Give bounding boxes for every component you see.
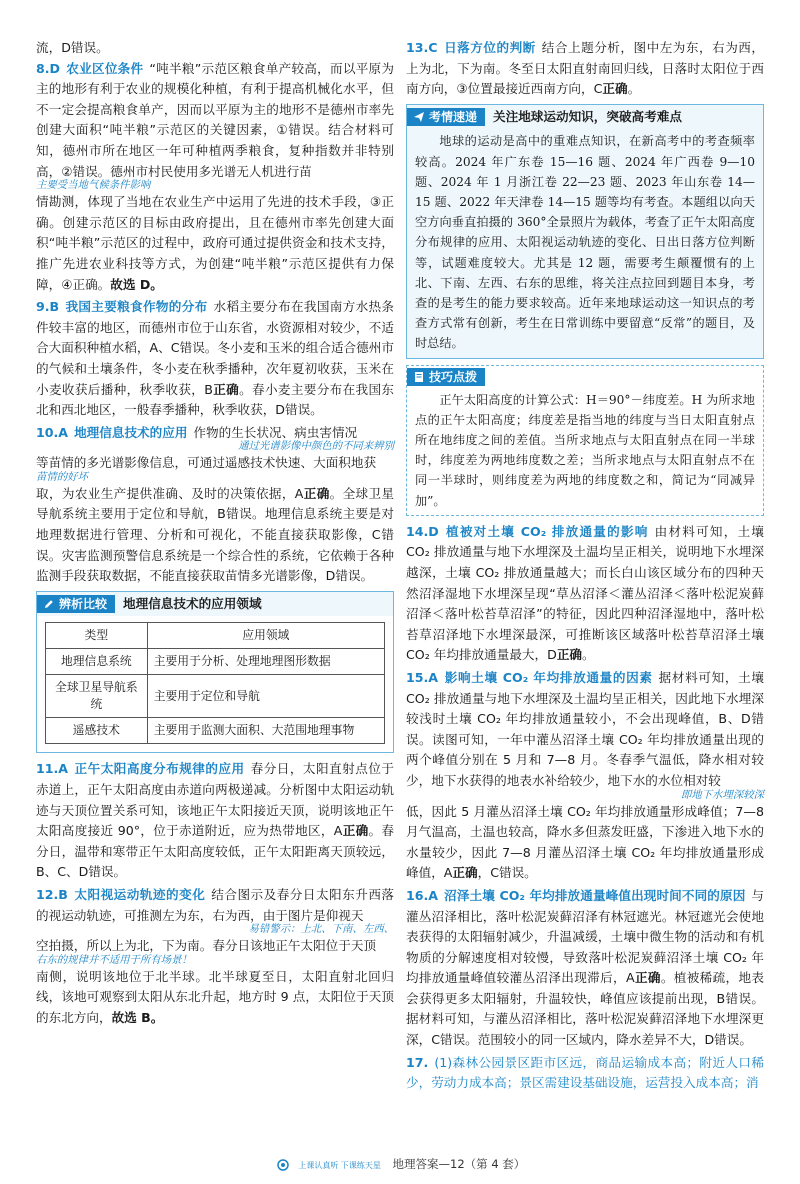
answer-9-number: 9.B xyxy=(36,299,60,315)
answer-15-number: 15.A xyxy=(406,669,439,685)
table-header-field: 应用领域 xyxy=(147,623,384,649)
tip-text: 正午太阳高度的计算公式：H＝90°－纬度差。H 为所求地点的正午太阳高度；纬度差是指当地的纬度与当日太阳直射点所在地纬度之间的差值。当所求地点与太阳直射点在同一半球时，纬度差为两地纬度数之差；当所求地点与太阳直射点不在同一半球时，则纬度差为两地的纬度数之和，简记为“同减异加”。 xyxy=(415,392,755,508)
answer-11-topic: 正午太阳高度分布规律的应用 xyxy=(74,761,245,777)
exam-box xyxy=(406,104,764,359)
prev-answer-tail: 流，D错误。 xyxy=(36,40,109,55)
table-row: 地理信息系统 主要用于分析、处理地理图形数据 xyxy=(46,649,385,675)
answer-17-text: (1)森林公园景区距市区远，商品运输成本高；附近人口稀少，劳动力成本高；景区需建设基础设施，运营投入成本高；消 xyxy=(406,1054,764,1091)
answer-9-topic: 我国主要粮食作物的分布 xyxy=(65,299,208,315)
answer-15: 15.A 影响土壤 CO₂ 年均排放通量的因素 据材料可知，土壤 CO₂ 排放通量与地下水埋深及土温均呈正相关，因此地下水埋深较浅时土壤 CO₂ 年均排放通量较小，不会出现峰值，B、D错误。读图可知，一年中灌丛沼泽土壤 CO₂ 年均排放通量出现的两个峰值分别在 5 月和 7—8 月。冬春季气温低，降水相对较少，地下水获得的地表水补给较少，地下水的水位相对较 xyxy=(406,669,765,788)
answer-10: 10.A 地理信息技术的应用 作物的生长状况、病虫害情况 xyxy=(36,424,358,440)
answer-16: 16.A 沼泽土壤 CO₂ 年均排放通量峰值出现时间不同的原因 与灌丛沼泽相比，落叶松泥炭藓沼泽有林冠遮光。林冠遮光会使地表获得的太阳辐射减少，升温减缓，土壤中微生物的活动和有机物质的分解速度相对较慢，导致落叶松泥炭藓沼泽土壤 CO₂ 年均排放通量峰值较灌丛沼泽出现滞后，A正确。植被稀疏，地表会获得更多太阳辐射，升温较快，峰值应该提前出现，B错误。据材料可知，与灌丛沼泽相比，落叶松泥炭藓沼泽地下水埋深更深，C错误。范围较小的同一区域内，降水差异不大，D错误。 xyxy=(406,887,765,1048)
footer-page-label: 地理答案—12（第 4 套） xyxy=(392,1157,526,1171)
answer-8-topic: 农业区位条件 xyxy=(66,60,144,76)
exam-text: 地球的运动是高中的重难点知识，在新高考中的考查频率较高。2024 年广东卷 15—16 题、2024 年广西卷 9—10 题、2024 年 1 月浙江卷 22—23 题、2023 年山东卷 14—15 题、2022 年天津卷 14—15 题等均有考查。本题组以向天空方向垂直拍摄的 360°全景照片为载体，考查了正午太阳高度分布规律的应用、太阳视运动轨迹的变化、日出日落方位判断等，试题难度较大。尤其是 12 题，需要考生颠覆惯有的上北、下南、左西、右东的思维，将关注点拉回到题目本身，考查的是考生的能力要求较高。近年来地球运动这一知识点的考查方式常有创新，考生在日常训练中要留意“反常”的题目，及时总结。 xyxy=(415,134,755,351)
answer-12: 12.B 太阳视运动轨迹的变化 结合图示及春分日太阳东升西落的视运动轨迹，可推测左为东，右为西，由于图片是仰视天 xyxy=(36,887,395,923)
answer-11-number: 11.A xyxy=(36,761,69,777)
table-row: 遥感技术 主要用于监测大面积、大范围地理事物 xyxy=(46,718,385,744)
answer-13: 13.C 日落方位的判断 结合上题分析，图中左为东，右为西，上为北，下为南。冬至日太阳直射南回归线，日落时太阳位于西南方向，③位置最接近西南方向，C正确。 xyxy=(406,40,764,97)
table-row: 全球卫星导航系统 主要用于定位和导航 xyxy=(46,675,385,718)
answer-10-number: 10.A xyxy=(36,424,69,440)
answer-12-number: 12.B xyxy=(36,887,68,902)
annotation-15: 即地下水埋深较深 xyxy=(680,788,764,801)
answer-16-number: 16.A xyxy=(406,887,439,903)
answer-8-number: 8.D xyxy=(36,60,61,76)
right-column: 13.C 日落方位的判断 结合上题分析，图中左为东，右为西，上为北，下为南。冬至日太阳直射南回归线，日落时太阳位于西南方向，③位置最接近西南方向，C正确。 考情速递 关注地球运动知识，突破高考难点 地球的运动是高中的重难点知识，在新高考中的考查频率较高。2024 年广东卷 15—16 题、2024 年广西卷 9—10 题、2024 年 1 月浙江卷 22—23 题、2023 年山东卷 14—15 题、2022 年天津卷 14—15 题等均有考查。本题组以向天空方向垂直拍摄的 360°全景照片为载体，考查了正午太阳高度分布规律的应用、太阳视运动轨迹的变化、日出日落方位判断等，试题难度较大。尤其是 12 题，需要考生颠覆惯有的上北、下南、左西、右东的思维，将关注点拉回到题目本身，考查的是考生的能力要求较高。近年来地球运动这一知识点的考查方式常有创新，考生在日常训练中要留意“反常”的题目，及时总结。 技巧点拨 正午太阳高度的计算公式：H＝90°－纬度差。H 为所求地点的正午太阳高度；纬度差是指当地的纬度与当日太阳直射点所在地纬度之间的差值。当所求地点与太阳直射点在同一半球时，纬度差为两地纬度数之差；当所求地点与太阳直射点不在同一半球时，则纬度差为两地的纬度数之和，简记为“同减异加”。 14.D 植被对土壤 CO₂ 排放通量的影响 由材料可知，土壤 CO₂ 排放通量与地下水埋深及土温均呈正相关，说明地下水埋深越深，土壤 CO₂ 排放通量越大；而长白山该区域分布的四种天然沼泽湿地下水埋深呈现“草丛沼泽＜灌丛沼泽＜落叶松泥炭藓沼泽＜落叶松苔草沼泽”的特征，因此四种沼泽湿地中，落叶松苔草沼泽地下水埋深最深，可推断该区域落叶松苔草沼泽土壤 CO₂ 年均排放通量最大，D正确。 15.A 影响土壤 CO₂ 年均排放通量的因素 据材料可知，土壤 CO₂ 排放通量与地下水埋深及土温均呈正相关，因此地下水埋深较浅时土壤 CO₂ 年均排放通量较小，不会出现峰值，B、D错误。读图可知，一年中灌丛沼泽土壤 CO₂ 年均排放通量出现的两个峰值分别在 5 月和 7—8 月。冬春季气温低，降水相对较少，地下水获得的地表水补给较少，地下水的水位相对较 即地下水埋深较深 低，因此 5 月灌丛沼泽土壤 CO₂ 年均排放通量形成峰值；7—8 月气温高，土温也较高，降水多但蒸发旺盛，下渗进入地下水的水量较少，因此 7—8 月灌丛沼泽土壤 CO₂ 年均排放通量形成峰值，A正确，C错误。 16.A 沼泽土壤 CO₂ 年均排放通量峰值出现时间不同的原因 与灌丛沼泽相比，落叶松泥炭藓沼泽有林冠遮光。林冠遮光会使地表获得的太阳辐射减少，升温减缓，土壤中微生物的活动和有机物质的分解速度相对较慢，导致落叶松泥炭藓沼泽土壤 CO₂ 年均排放通量峰值较灌丛沼泽出现滞后，A正确。植被稀疏，地表会获得更多太阳辐射，升温较快，峰值应该提前出现，B错误。据材料可知，与灌丛沼泽相比，落叶松泥炭藓沼泽地下水埋深更深，C错误。范围较小的同一区域内，降水差异不大，D错误。 17. (1)森林公园景区距市区远，商品运输成本高；附近人口稀少，劳动力成本高；景区需建设基础设施，运营投入成本高；消 xyxy=(406,38,764,1094)
annotation-8: 主要受当地气候条件影响 xyxy=(36,179,151,192)
answer-13-topic: 日落方位的判断 xyxy=(443,40,536,55)
answer-12-topic: 太阳视运动轨迹的变化 xyxy=(73,887,206,902)
tip-tag: 技巧点拨 xyxy=(407,368,485,386)
exam-tag: 考情速递 xyxy=(407,108,485,126)
compare-box xyxy=(36,591,394,754)
pencil-icon xyxy=(43,598,55,610)
annotation-10a: 通过光谱影像中颜色的不同来辨别 xyxy=(238,440,394,453)
answer-17-number: 17. xyxy=(406,1054,429,1070)
tip-box xyxy=(406,365,764,516)
answer-15-topic: 影响土壤 CO₂ 年均排放通量的因素 xyxy=(444,669,653,685)
paper-plane-icon xyxy=(413,111,425,123)
table-header-type: 类型 xyxy=(46,623,148,649)
answer-8: 8.D 农业区位条件 “吨半粮”示范区粮食单产较高，而以平原为主的地形有利于农业的规模化种植，有利于提高机械化水平，但不一定会提高粮食单产，因而以平原为主的地形不是德州市率先创建大面积“吨半粮”示范区的关键因素，①错误。结合材料可知，德州市所在地区一年可种植两季粮食，复种指数并非特别高，②错误。德州市村民使用多光谱无人机进行苗 xyxy=(36,60,394,179)
answer-11: 11.A 正午太阳高度分布规律的应用 春分日，太阳直射点位于赤道上，正午太阳高度由赤道向两极递减。分析图中太阳运动轨迹与天顶位置关系可知，该地正午太阳接近天顶，说明该地正午太阳高度接近 90°，位于赤道附近，应为热带地区，A正确。春分日，温带和寒带正午太阳高度较低，正午太阳距离天顶较远，B、C、D错误。 xyxy=(36,761,395,880)
compare-table xyxy=(45,622,385,744)
answer-16-topic: 沼泽土壤 CO₂ 年均排放通量峰值出现时间不同的原因 xyxy=(444,887,746,903)
answer-17 xyxy=(406,1053,764,1094)
answer-14-number: 14.D xyxy=(406,523,439,539)
answer-14: 14.D 植被对土壤 CO₂ 排放通量的影响 由材料可知，土壤 CO₂ 排放通量与地下水埋深及土温均呈正相关，说明地下水埋深越深，土壤 CO₂ 排放通量越大；而长白山该区域分布的四种天然沼泽湿地下水埋深呈现“草丛沼泽＜灌丛沼泽＜落叶松泥炭藓沼泽＜落叶松苔草沼泽”的特征，因此四种沼泽湿地中，落叶松苔草沼泽地下水埋深最深，可推断该区域落叶松苔草沼泽土壤 CO₂ 年均排放通量最大，D正确。 xyxy=(406,523,765,663)
answer-10-topic: 地理信息技术的应用 xyxy=(74,424,188,440)
tip-icon xyxy=(413,371,425,383)
brand-logo-icon xyxy=(275,1159,291,1171)
compare-title: 地理信息技术的应用领域 xyxy=(123,595,262,611)
annotation-12b: 右东的规律并不适用于所有场景！ xyxy=(36,953,192,966)
left-column: 流，D错误。 8.D 农业区位条件 “吨半粮”示范区粮食单产较高，而以平原为主的地形有利于农业的规模化种植，有利于提高机械化水平，但不一定会提高粮食单产，因而以平原为主的地形不是德州市率先创建大面积“吨半粮”示范区的关键因素，①错误。结合材料可知，德州市所在地区一年可种植两季粮食，复种指数并非特别高，②错误。德州市村民使用多光谱无人机进行苗 主要受当地气候条件影响 情勘测，体现了当地在农业生产中运用了先进的技术手段，③正确。创建示范区的目标由政府提出，且在德州市率先创建大面积“吨半粮”示范区的过程中，政府可通过提供资金和技术支持，推广先进农业科技等方式，为创建“吨半粮”示范区提供有力保障，④正确。故选 D。 9.B 我国主要粮食作物的分布 水稻主要分布在我国南方水热条件较丰富的地区，而德州市位于山东省，水资源相对较少，不适合大面积种植水稻，A、C错误。冬小麦和玉米的组合适合德州市的气候和土壤条件，冬小麦在秋季播种，次年夏初收获，玉米在小麦收获后播种，秋季收获，B正确。春小麦主要分布在我国东北和西北地区，一般春季播种，秋季收获，D错误。 10.A 地理信息技术的应用 作物的生长状况、病虫害情况 通过光谱影像中颜色的不同来辨别 等苗情的多光谱影像信息，可通过遥感技术快速、大面积地获 苗情的好坏 取，为农业生产提供准确、及时的决策依据，A正确。全球卫星导航系统主要用于定位和导航，B错误。地理信息系统主要是对地理数据进行管理、分析和可视化，不能直接获取影像，C错误。灾害监测预警信息系统是一个综合性的系统，它依赖于各种监测手段获取数据，不能直接获取苗情多光谱影像，D错误。 辨析比较 地理信息技术的应用领域 类型 应用领域 地理信息系统 主要用于分析、处理地理图形数据 全球卫星导航系统 主要用于定位和导航 遥感技术 主要用于监测大面积、大范围地理事物 11.A 正午太阳高度分布规律的应用 春分日，太阳直射点位于赤道上，正午太阳高度由赤道向两极递减。分析图中太阳运动轨迹与天顶位置关系可知，该地正午太阳接近天顶，说明该地正午太阳高度接近 90°，位于赤道附近，应为热带地区，A正确。春分日，温带和寒带正午太阳高度较低，正午太阳距离天顶较远，B、C、D错误。 12.B 太阳视运动轨迹的变化 结合图示及春分日太阳东升西落的视运动轨迹，可推测左为东，右为西，由于图片是仰视天 易错警示：上北、下南、左西、 空拍摄，所以上为北，下为南。春分日该地正午太阳位于天顶 右东的规律并不适用于所有场景！ 南侧，说明该地位于北半球。北半球夏至日，太阳直射北回归线，该地可观察到太阳从东北升起，地方时 9 点，太阳位于天顶的东北方向，故选 B。 xyxy=(36,40,395,1025)
compare-tag: 辨析比较 xyxy=(37,595,115,613)
answer-9: 9.B 我国主要粮食作物的分布 水稻主要分布在我国南方水热条件较丰富的地区，而德州市位于山东省，水资源相对较少，不适合大面积种植水稻，A、C错误。冬小麦和玉米的组合适合德州市的气候和土壤条件，冬小麦在秋季播种，次年夏初收获，玉米在小麦收获后播种，秋季收获，B正确。春小麦主要分布在我国东北和西北地区，一般春季播种，秋季收获，D错误。 xyxy=(36,299,395,418)
exam-title: 关注地球运动知识，突破高考难点 xyxy=(493,108,682,124)
answer-14-topic: 植被对土壤 CO₂ 排放通量的影响 xyxy=(444,523,649,539)
answer-13-number: 13.C xyxy=(406,40,438,55)
footer-brand: 上课认真听 下课练天星 xyxy=(298,1161,381,1170)
annotation-10b: 苗情的好坏 xyxy=(36,470,88,483)
page-footer xyxy=(0,1156,800,1172)
annotation-12a: 易错警示：上北、下南、左西、 xyxy=(248,923,394,936)
